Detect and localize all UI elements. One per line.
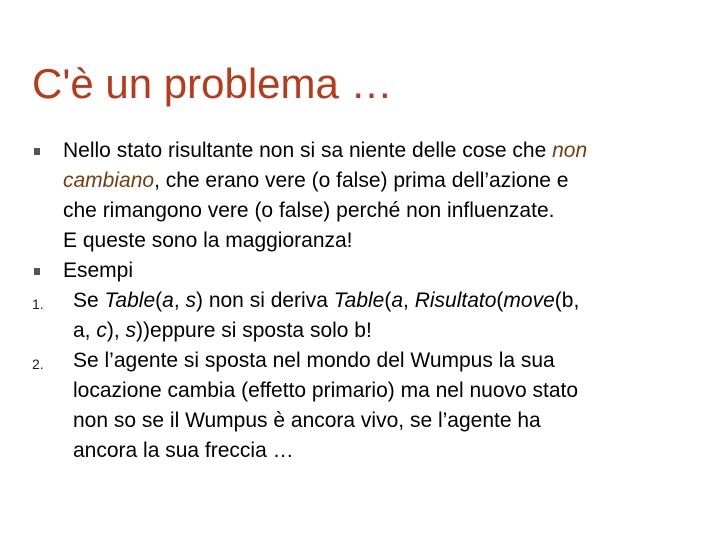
text-line	[63, 136, 692, 166]
slide-body	[32, 136, 692, 466]
bullet-item	[32, 256, 692, 286]
text-line	[63, 226, 692, 256]
text-line	[73, 316, 692, 346]
text-line	[63, 256, 692, 286]
text-line	[73, 406, 692, 436]
text-run: ),	[106, 319, 126, 342]
emphasis-text: cambiano	[63, 169, 155, 192]
italic-text: a	[162, 289, 174, 312]
text-line	[73, 346, 692, 376]
italic-text: s	[125, 319, 137, 342]
italic-text: move	[503, 289, 555, 312]
italic-text: s	[185, 289, 196, 312]
text-line	[63, 196, 692, 226]
text-run: ,	[403, 289, 415, 312]
slide-title: C'è un problema …	[32, 60, 393, 107]
emphasis-text: non	[552, 139, 588, 162]
text-run: E queste sono la maggioranza!	[63, 229, 353, 252]
text-run: , che erano vere (o false) prima dell’azione e	[154, 169, 569, 192]
text-run: che rimangono vere (o false) perché non influenzate.	[63, 199, 555, 222]
text-run: Se	[73, 289, 105, 312]
italic-text: Table	[333, 289, 385, 312]
text-run: (	[384, 289, 392, 312]
text-run: (	[496, 289, 504, 312]
text-line	[73, 436, 692, 466]
text-line	[63, 166, 692, 196]
text-line	[73, 376, 692, 406]
text-run: ) non si deriva	[196, 289, 334, 312]
text-run: ,	[173, 289, 186, 312]
text-run: ))eppure si sposta solo b!	[136, 319, 372, 342]
text-run: ancora la sua freccia …	[73, 439, 294, 462]
italic-text: Risultato	[414, 289, 497, 312]
text-run: (b,	[554, 289, 580, 312]
numbered-item: 2. Se l’agente si sposta nel mondo del Wumpus la sua locazione cambia (effetto primario) ma nel nuovo stato non so se il Wumpus è ancora vivo, se l’agente ha ancora la sua freccia …	[32, 346, 692, 466]
text-run: Esempi	[63, 259, 134, 282]
text-run: (	[155, 289, 163, 312]
text-run: Nello stato risultante non si sa niente delle cose che	[63, 139, 553, 162]
italic-text: a	[391, 289, 404, 312]
italic-text: c	[96, 319, 107, 342]
numbered-item: 1. Se Table(a, s) non si deriva Table(a, Risultato(move(b, a, c), s))eppure si sposta solo b!	[32, 286, 692, 346]
text-line	[73, 286, 692, 316]
text-run: a,	[73, 319, 97, 342]
italic-text: Table	[104, 289, 156, 312]
text-run: Se l’agente si sposta nel mondo del Wumpus la sua	[73, 349, 555, 372]
text-run: non so se il Wumpus è ancora vivo, se l’agente ha	[73, 409, 541, 432]
bullet-item	[32, 136, 692, 256]
text-run: locazione cambia (effetto primario) ma nel nuovo stato	[73, 379, 579, 402]
